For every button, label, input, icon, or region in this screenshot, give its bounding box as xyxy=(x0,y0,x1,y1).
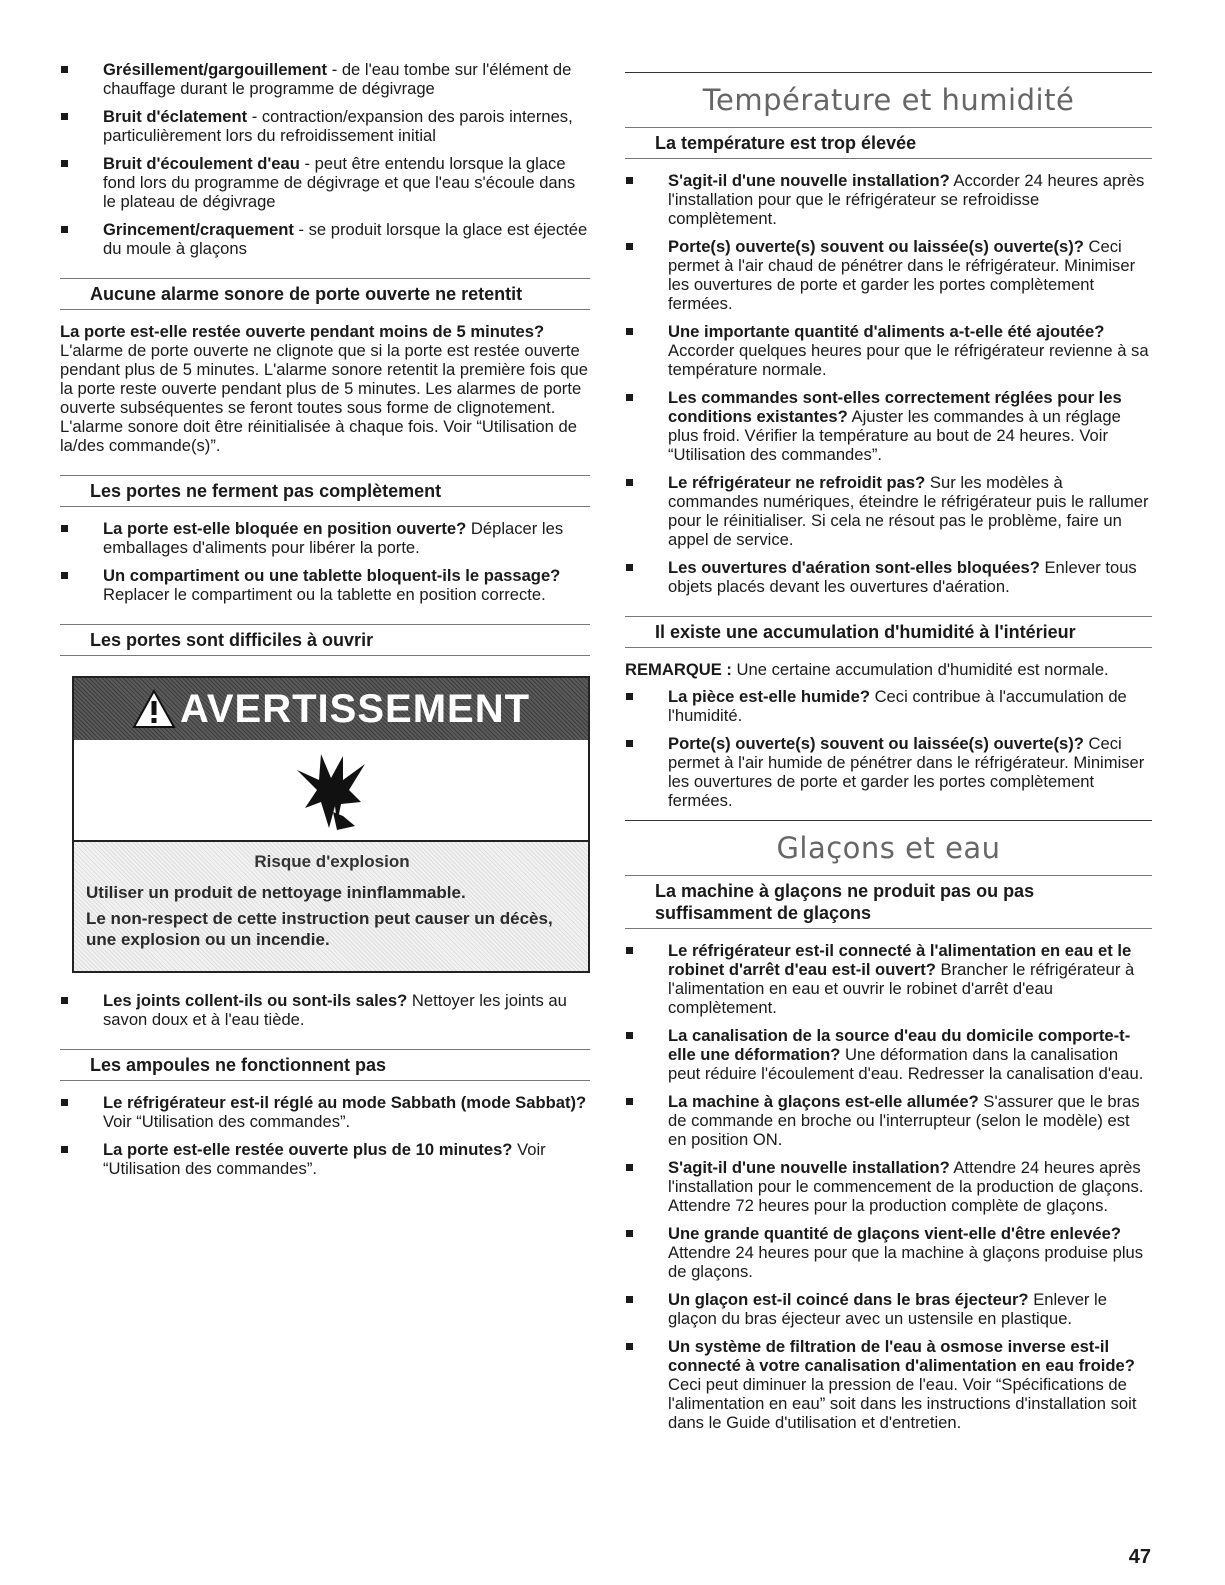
list-item: Porte(s) ouverte(s) souvent ou laissée(s) ouverte(s)? Ceci permet à l'air chaud de pénétrer dans le réfrigérateur. Minimiser les ouvertures de porte et garder les portes complètement fermées. xyxy=(625,237,1152,313)
list-item: Grincement/craquement - se produit lorsque la glace est éjectée du moule à glaçons xyxy=(60,220,590,258)
list-item: La porte est-elle restée ouverte plus de 10 minutes? Voir “Utilisation des commandes”. xyxy=(60,1140,590,1178)
warning-body xyxy=(74,842,588,971)
list-item: La canalisation de la source d'eau du domicile comporte-t-elle une déformation? Une déformation dans la canalisation peut réduire l'écoulement d'eau. Redresser la canalisation d'eau. xyxy=(625,1026,1152,1083)
list-item: Un système de filtration de l'eau à osmose inverse est-il connecté à votre canalisation d'alimentation en eau froide? Ceci peut diminuer la pression de l'eau. Voir “Spécifications de l'alimentation en eau” soit dans les instructions d'installation soit dans le Guide d'utilisation et d'entretien. xyxy=(625,1337,1152,1432)
subheading-bulbs: Les ampoules ne fonctionnent pas xyxy=(60,1049,590,1081)
list-item: Une grande quantité de glaçons vient-elle d'être enlevée? Attendre 24 heures pour que la machine à glaçons produise plus de glaçons. xyxy=(625,1224,1152,1281)
note: REMARQUE : Une certaine accumulation d'humidité est normale. xyxy=(625,660,1109,679)
warning-triangle-icon xyxy=(132,689,176,729)
list-item: Les commandes sont-elles correctement réglées pour les conditions existantes? Ajuster les commandes à un réglage plus froid. Vérifier la température au bout de 24 heures. Voir “Utilisation des commandes”. xyxy=(625,388,1152,464)
list-item: Le réfrigérateur est-il connecté à l'alimentation en eau et le robinet d'arrêt d'eau est-il ouvert? Brancher le réfrigérateur à l'alimentation en eau et ouvrir le robinet d'arrêt d'eau complètement. xyxy=(625,941,1152,1017)
subheading-doors-open: Les portes sont difficiles à ouvrir xyxy=(60,624,590,656)
list-item: Le réfrigérateur est-il réglé au mode Sabbath (mode Sabbat)? Voir “Utilisation des commandes”. xyxy=(60,1093,590,1131)
list-item: Bruit d'éclatement - contraction/expansion des parois internes, particulièrement lors du refroidissement initial xyxy=(60,107,590,145)
paragraph: La porte est-elle restée ouverte pendant moins de 5 minutes? L'alarme de porte ouverte ne clignote que si la porte est restée ouverte pendant plus de 5 minutes. L'alarme sonore retentit la première fois que la porte reste ouverte pendant plus de 5 minutes. Les alarmes de porte ouverte subséquentes se feront toutes sous forme de clignotement. L'alarme sonore doit être réinitialisée à chaque fois. Voir “Utilisation de la/des commande(s)”. xyxy=(60,322,589,455)
list-item: Les ouvertures d'aération sont-elles bloquées? Enlever tous objets placés devant les ouvertures d'aération. xyxy=(625,558,1152,596)
warning-line: Le non-respect de cette instruction peut causer un décès, une explosion ou un incendie. xyxy=(86,909,553,949)
list-item: Un compartiment ou une tablette bloquent-ils le passage? Replacer le compartiment ou la tablette en position correcte. xyxy=(60,566,590,604)
list-item: Une importante quantité d'aliments a-t-elle été ajoutée? Accorder quelques heures pour que le réfrigérateur revienne à sa température normale. xyxy=(625,322,1152,379)
subheading-temperature: La température est trop élevée xyxy=(625,127,1152,159)
right-column xyxy=(625,72,1152,1441)
section-title-temperature: Température et humidité xyxy=(625,72,1152,123)
list-item: Un glaçon est-il coincé dans le bras éjecteur? Enlever le glaçon du bras éjecteur avec un ustensile en plastique. xyxy=(625,1290,1152,1328)
list-item: Bruit d'écoulement d'eau - peut être entendu lorsque la glace fond lors du programme de dégivrage et que l'eau s'écoule dans le plateau de dégivrage xyxy=(60,154,590,211)
subheading-alarm: Aucune alarme sonore de porte ouverte ne retentit xyxy=(60,278,590,310)
list-item: La machine à glaçons est-elle allumée? S'assurer que le bras de commande en broche ou l'interrupteur (selon le modèle) est en position ON. xyxy=(625,1092,1152,1149)
list-item: Les joints collent-ils ou sont-ils sales? Nettoyer les joints au savon doux et à l'eau tiède. xyxy=(60,991,590,1029)
list-item: S'agit-il d'une nouvelle installation? Accorder 24 heures après l'installation pour que le réfrigérateur se refroidisse complètement. xyxy=(625,171,1152,228)
list-item: Le réfrigérateur ne refroidit pas? Sur les modèles à commandes numériques, éteindre le réfrigérateur puis le rallumer pour le réinitialiser. Si cela ne résout pas le problème, faire un appel de service. xyxy=(625,473,1152,549)
warning-risk: Risque d'explosion xyxy=(254,852,410,871)
list-item: La pièce est-elle humide? Ceci contribue à l'accumulation de l'humidité. xyxy=(625,687,1152,725)
warning-box xyxy=(72,676,590,973)
list-item: La porte est-elle bloquée en position ouverte? Déplacer les emballages d'aliments pour libérer la porte. xyxy=(60,519,590,557)
subheading-humidity: Il existe une accumulation d'humidité à l'intérieur xyxy=(625,616,1152,648)
list-item: S'agit-il d'une nouvelle installation? Attendre 24 heures après l'installation pour le commencement de la production de glaçons. Attendre 72 heures pour la production complète de glaçons. xyxy=(625,1158,1152,1215)
subheading-ice: La machine à glaçons ne produit pas ou pas suffisamment de glaçons xyxy=(625,875,1152,929)
section-title-ice: Glaçons et eau xyxy=(625,820,1152,871)
list-item: Grésillement/gargouillement - de l'eau tombe sur l'élément de chauffage durant le programme de dégivrage xyxy=(60,60,590,98)
warning-header xyxy=(74,678,588,740)
left-column xyxy=(60,60,590,1187)
list-item: Porte(s) ouverte(s) souvent ou laissée(s) ouverte(s)? Ceci permet à l'air humide de pénétrer dans le réfrigérateur. Minimiser les ouvertures de porte et garder les portes complètement fermées. xyxy=(625,734,1152,810)
subheading-doors-close: Les portes ne ferment pas complètement xyxy=(60,475,590,507)
warning-title: AVERTISSEMENT xyxy=(179,686,531,731)
page-number: 47 xyxy=(1128,1546,1151,1568)
explosion-icon xyxy=(74,740,588,842)
warning-line: Utiliser un produit de nettoyage ininflammable. xyxy=(86,883,466,902)
